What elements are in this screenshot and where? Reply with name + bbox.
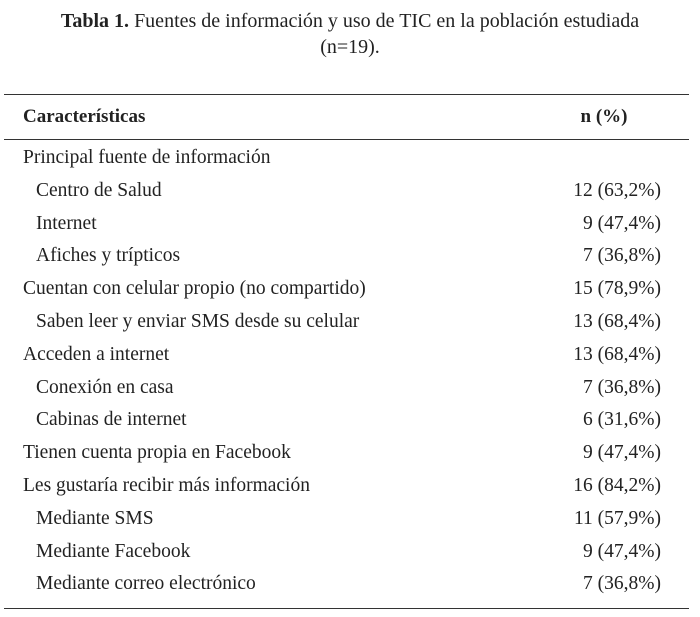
table-row xyxy=(4,373,689,406)
row-label: Mediante Facebook xyxy=(36,540,191,562)
row-label: Conexión en casa xyxy=(36,376,174,398)
row-label: Afiches y trípticos xyxy=(36,245,181,267)
row-value: 12 (63,2%) xyxy=(573,179,661,201)
table-row xyxy=(4,537,689,570)
table-header-row xyxy=(4,95,689,140)
row-value: 7 (36,8%) xyxy=(583,573,661,595)
table-row xyxy=(4,143,689,176)
row-value: 9 (47,4%) xyxy=(583,540,661,562)
table-row xyxy=(4,307,689,340)
table-row xyxy=(4,438,689,471)
row-label: Principal fuente de información xyxy=(23,147,271,168)
row-value: 9 (47,4%) xyxy=(583,442,661,464)
row-label: Mediante SMS xyxy=(36,507,154,529)
row-label: Mediante correo electrónico xyxy=(36,573,256,595)
row-label: Tienen cuenta propia en Facebook xyxy=(23,442,291,464)
row-value: 15 (78,9%) xyxy=(573,278,661,300)
table-caption xyxy=(0,8,700,60)
table-row xyxy=(4,340,689,373)
row-value: 9 (47,4%) xyxy=(583,212,661,234)
data-table xyxy=(4,94,689,609)
row-value: 7 (36,8%) xyxy=(583,376,661,398)
row-label: Cuentan con celular propio (no compartido) xyxy=(23,278,366,300)
row-value: 6 (31,6%) xyxy=(583,409,661,431)
row-label: Internet xyxy=(36,212,97,234)
table-row xyxy=(4,274,689,307)
row-label: Acceden a internet xyxy=(23,343,170,365)
caption-line-2: (n=19). xyxy=(320,36,380,58)
header-n-percent: n (%) xyxy=(580,106,628,127)
row-value: 16 (84,2%) xyxy=(573,474,661,496)
header-characteristics: Características xyxy=(23,106,146,127)
row-label: Centro de Salud xyxy=(36,179,162,201)
row-label: Les gustaría recibir más información xyxy=(23,474,310,496)
row-value: 13 (68,4%) xyxy=(573,343,661,365)
row-value: 7 (36,8%) xyxy=(583,245,661,267)
row-label: Saben leer y enviar SMS desde su celular xyxy=(36,310,360,332)
table-row xyxy=(4,504,689,537)
table-row xyxy=(4,209,689,242)
table-row xyxy=(4,241,689,274)
table-row xyxy=(4,471,689,504)
table-row xyxy=(4,176,689,209)
row-label: Cabinas de internet xyxy=(36,409,187,431)
row-value: 11 (57,9%) xyxy=(573,507,661,529)
row-value: 13 (68,4%) xyxy=(573,310,661,332)
table-body xyxy=(4,140,689,608)
table-row xyxy=(4,569,689,602)
caption-text: Fuentes de información y uso de TIC en la población estudiada xyxy=(134,10,640,32)
caption-line-1 xyxy=(0,8,700,34)
caption-label: Tabla 1. xyxy=(60,10,130,32)
table-row xyxy=(4,405,689,438)
